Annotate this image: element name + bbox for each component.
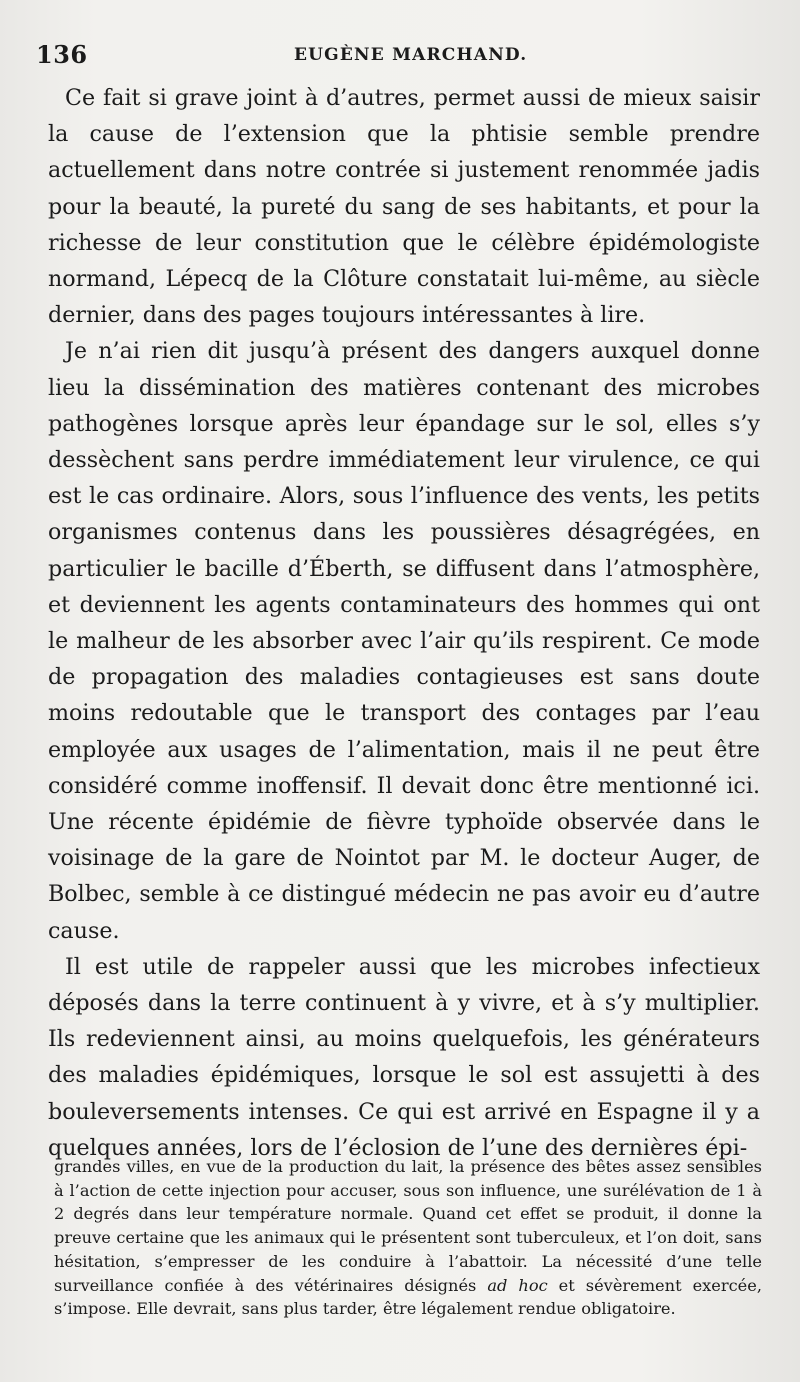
- main-text: [48, 80, 760, 1166]
- footnote-text-after-italic: et sévèrement exercée, s’impose. Elle devrait, sans plus tarder, être légalement rendue obligatoire.: [54, 1275, 762, 1319]
- page-header: [36, 40, 756, 70]
- footnote: [54, 1155, 762, 1321]
- footnote-italic-text: ad hoc: [487, 1275, 548, 1295]
- running-head: EUGÈNE MARCHAND.: [294, 45, 528, 65]
- paragraph-1: Ce fait si grave joint à d’autres, permet aussi de mieux saisir la cause de l’extension que la phtisie semble prendre actuellement dans notre contrée si justement renommée jadis pour la beauté, la pureté du sang de ses habitants, et pour la richesse de leur constitution que le célèbre épidémologiste normand, Lépecq de la Clôture constatait lui-même, au siècle dernier, dans des pages toujours intéressantes à lire.: [48, 85, 760, 329]
- paragraph-3: Il est utile de rappeler aussi que les microbes infectieux déposés dans la terre continuent à y vivre, et à s’y multiplier. Ils redeviennent ainsi, au moins quelquefois, les générateurs des maladies épidémiques, lorsque le sol est assujetti à des bouleversements intenses. Ce qui est arrivé en Espagne il y a quelques années, lors de l’éclosion de l’une des dernières épi-: [48, 953, 760, 1161]
- footnote-paragraph: [54, 1155, 762, 1321]
- page-number: 136: [36, 40, 88, 69]
- paragraph-2: Je n’ai rien dit jusqu’à présent des dangers auxquel donne lieu la dissémination des matières contenant des microbes pathogènes lorsque après leur épandage sur le sol, elles s’y dessèchent sans perdre immédiatement leur virulence, ce qui est le cas ordinaire. Alors, sous l’influence des vents, les petits organismes contenus dans les poussières désagrégées, en particulier le bacille d’Éberth, se diffusent dans l’atmosphère, et deviennent les agents contaminateurs des hommes qui ont le malheur de les absorber avec l’air qu’ils respirent. Ce mode de propagation des maladies contagieuses est sans doute moins redoutable que le transport des contages par l’eau employée aux usages de l’alimentation, mais il ne peut être considéré comme inoffensif. Il devait donc être mentionné ici. Une récente épidémie de fièvre typhoïde observée dans le voisinage de la gare de Nointot par M. le docteur Auger, de Bolbec, semble à ce distingué médecin ne pas avoir eu d’autre cause.: [48, 338, 760, 944]
- footnote-text-before-italic: grandes villes, en vue de la production du lait, la présence des bêtes assez sensibles à l’action de cette injection pour accuser, sous son influence, une surélévation de 1 à 2 degrés dans leur température normale. Quand cet effet se produit, il donne la preuve certaine que les animaux qui le présentent sont tuberculeux, et l’on doit, sans hésitation, s’empresser de les conduire à l’abattoir. La nécessité d’une telle surveillance confiée à des vétérinaires désignés: [54, 1157, 762, 1295]
